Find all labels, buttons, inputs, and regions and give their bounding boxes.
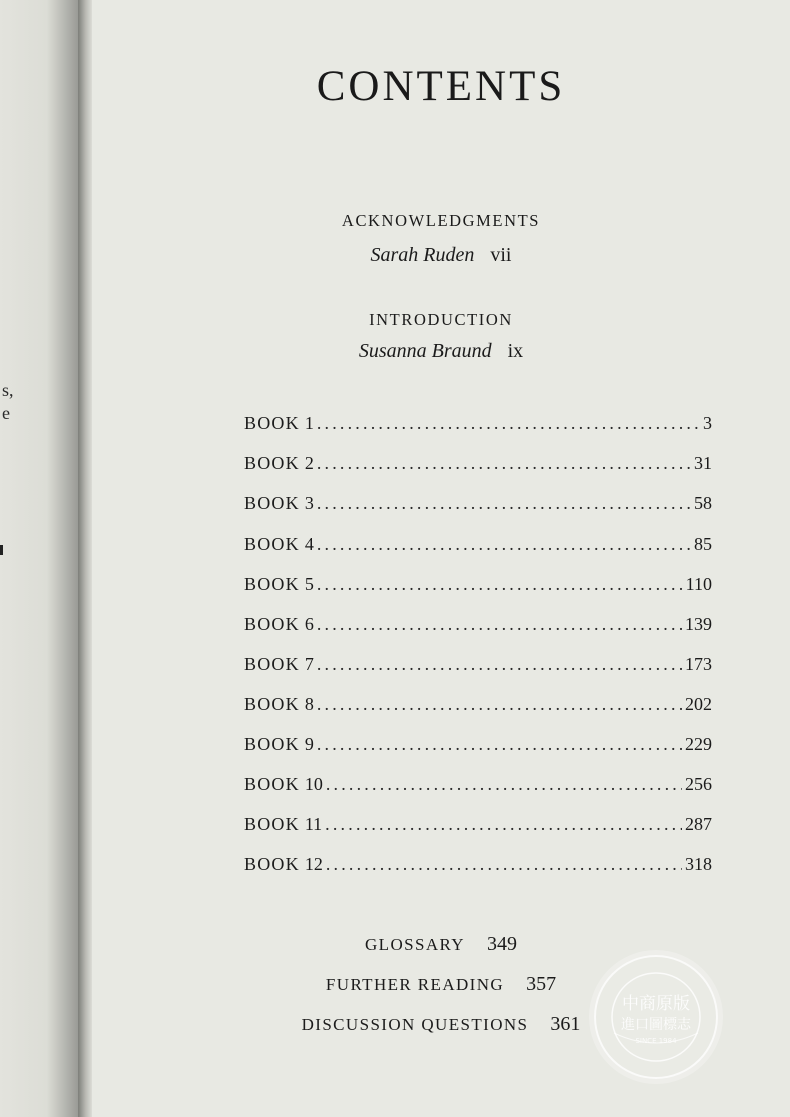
toc-row-number: 11 xyxy=(304,814,323,834)
introduction-author: Susanna Braund xyxy=(358,340,492,362)
dot-leader xyxy=(326,854,682,875)
toc-row-number: 12 xyxy=(304,854,323,874)
dot-leader xyxy=(317,413,700,434)
toc-row-number: 8 xyxy=(304,694,314,714)
toc-row-number: 4 xyxy=(304,534,314,554)
seal-text-line2: 進口圖標志 xyxy=(621,1017,691,1033)
dot-leader xyxy=(317,654,682,675)
toc-row-page: 173 xyxy=(685,654,712,674)
acknowledgments-author: Sarah Ruden xyxy=(370,244,475,266)
toc-row-number: 3 xyxy=(304,493,314,513)
toc-row-page: 202 xyxy=(685,694,712,714)
toc-row-label: BOOK xyxy=(244,774,300,794)
book-gutter xyxy=(78,0,92,1117)
toc-row-label: BOOK xyxy=(244,814,300,834)
toc-row-number: 9 xyxy=(304,734,314,754)
introduction-entry xyxy=(92,340,790,363)
toc-row-label: BOOK xyxy=(244,694,300,714)
toc-row-number: 10 xyxy=(304,774,323,794)
toc-row-book-8[interactable] xyxy=(244,694,712,720)
toc-row-number: 2 xyxy=(304,453,314,473)
toc-row-page: 58 xyxy=(694,493,712,513)
toc-row-label: BOOK xyxy=(244,574,300,594)
dot-leader xyxy=(317,734,682,755)
toc-row-book-5[interactable] xyxy=(244,574,712,600)
toc-row-page: 110 xyxy=(685,574,712,594)
toc-row-book-6[interactable] xyxy=(244,614,712,640)
acknowledgments-entry xyxy=(92,244,790,267)
seal-emblem xyxy=(596,957,716,1077)
toc-row-page: 318 xyxy=(685,854,712,874)
left-page-edge xyxy=(0,0,78,1117)
toc-row-number: 7 xyxy=(304,654,314,674)
toc-row-number: 5 xyxy=(304,574,314,594)
introduction-heading[interactable]: INTRODUCTION xyxy=(369,310,513,329)
toc-row-label: BOOK xyxy=(244,493,300,513)
toc-row-label: FURTHER READING xyxy=(325,975,505,994)
dot-leader xyxy=(317,614,682,635)
toc-row-book-4[interactable] xyxy=(244,534,712,560)
seal-since: SINCE 1984 xyxy=(635,1037,677,1045)
toc-row-book-9[interactable] xyxy=(244,734,712,760)
dot-leader xyxy=(317,534,691,555)
dot-leader xyxy=(325,814,682,835)
toc-row-label: BOOK xyxy=(244,654,300,674)
dot-leader xyxy=(326,774,682,795)
toc-row-page: 357 xyxy=(526,973,557,995)
toc-row-number: 6 xyxy=(304,614,314,634)
toc-row-label: BOOK xyxy=(244,854,300,874)
toc-row-label: GLOSSARY xyxy=(364,935,465,954)
dot-leader xyxy=(317,493,691,514)
toc-row-page: 3 xyxy=(703,413,712,433)
toc-row-book-10[interactable] xyxy=(244,774,712,800)
left-page-fragment: e xyxy=(2,403,10,423)
toc-row-page: 31 xyxy=(694,453,712,473)
toc-row-page: 229 xyxy=(685,734,712,754)
page-title: CONTENTS xyxy=(316,63,566,110)
contents-page xyxy=(92,0,790,1117)
toc-row-page: 361 xyxy=(550,1013,581,1035)
toc-row-book-3[interactable] xyxy=(244,493,712,519)
toc-row-glossary[interactable] xyxy=(92,933,790,956)
toc-row-book-2[interactable] xyxy=(244,453,712,479)
toc-row-page: 139 xyxy=(685,614,712,634)
toc-row-label: BOOK xyxy=(244,534,300,554)
dot-leader xyxy=(317,574,683,595)
dot-leader xyxy=(317,694,682,715)
toc-row-book-12[interactable] xyxy=(244,854,712,880)
toc-row-book-7[interactable] xyxy=(244,654,712,680)
toc-row-page: 349 xyxy=(487,933,517,955)
toc-row-book-11[interactable] xyxy=(244,814,712,840)
acknowledgments-heading[interactable]: ACKNOWLEDGMENTS xyxy=(341,211,541,230)
introduction-page: ix xyxy=(507,340,524,362)
left-page-fragment: s, xyxy=(2,380,14,400)
toc-row-page: 287 xyxy=(685,814,712,834)
toc-row-label: BOOK xyxy=(244,453,300,473)
toc-row-book-1[interactable] xyxy=(244,413,712,439)
toc-row-page: 256 xyxy=(685,774,712,794)
seal-text-line1: 中商原版 xyxy=(622,994,690,1014)
left-page-mark xyxy=(0,545,3,555)
toc-row-page: 85 xyxy=(694,534,712,554)
import-certification-seal xyxy=(594,955,718,1079)
toc-row-label: BOOK xyxy=(244,734,300,754)
toc-row-label: BOOK xyxy=(244,413,300,433)
acknowledgments-page: vii xyxy=(490,244,512,266)
toc-row-label: DISCUSSION QUESTIONS xyxy=(301,1015,529,1034)
toc-row-label: BOOK xyxy=(244,614,300,634)
toc-row-number: 1 xyxy=(304,413,314,433)
dot-leader xyxy=(317,453,691,474)
